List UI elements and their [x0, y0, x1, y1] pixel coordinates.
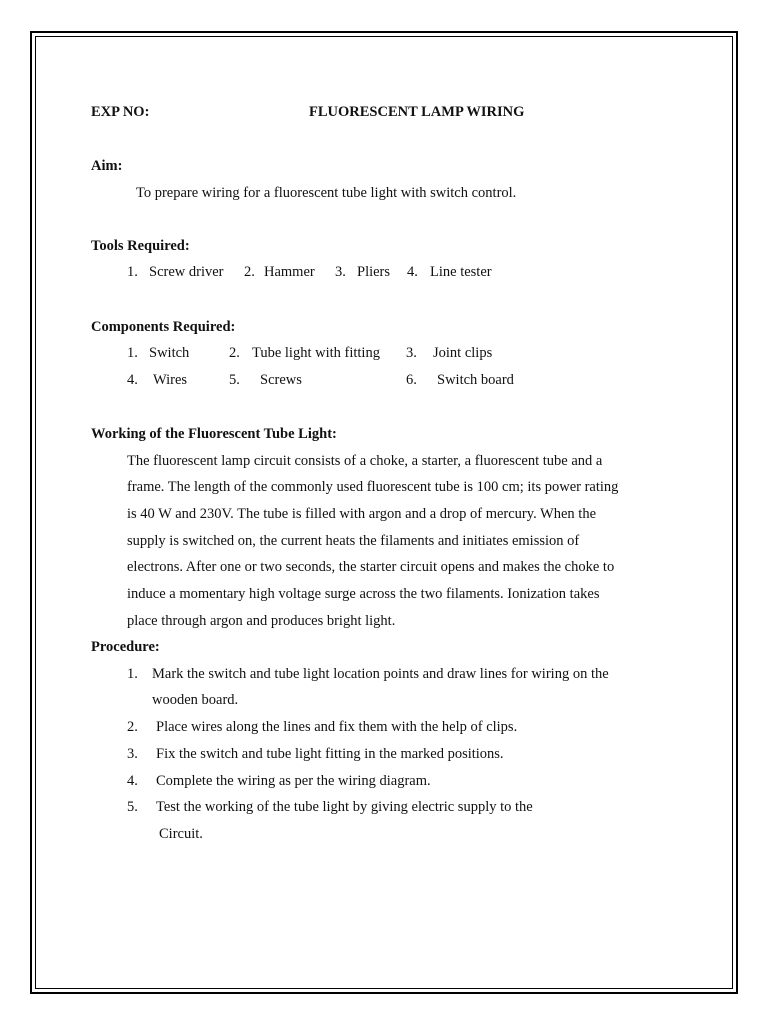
- component-item-num: 6.: [406, 372, 417, 388]
- procedure-step-text: Fix the switch and tube light fitting in the marked positions.: [156, 746, 504, 762]
- procedure-step-num: 4.: [127, 773, 138, 789]
- working-paragraph-line: electrons. After one or two seconds, the starter circuit opens and makes the choke to: [127, 559, 615, 575]
- procedure-step-num: 3.: [127, 746, 138, 762]
- tool-item-label: Screw driver: [149, 264, 224, 280]
- working-paragraph-line: The fluorescent lamp circuit consists of a choke, a starter, a fluorescent tube and a: [127, 453, 603, 469]
- procedure-step-text: Mark the switch and tube light location points and draw lines for wiring on the: [152, 666, 609, 682]
- procedure-step-num: 2.: [127, 719, 138, 735]
- tool-item-num: 4.: [407, 264, 418, 280]
- tool-item-label: Pliers: [357, 264, 391, 280]
- working-paragraph-line: supply is switched on, the current heats the filaments and initiates emission of: [127, 533, 580, 549]
- procedure-step-text: Place wires along the lines and fix them with the help of clips.: [156, 719, 518, 735]
- tool-item-num: 3.: [335, 264, 346, 280]
- aim-heading: Aim:: [91, 158, 123, 174]
- component-item-label: Screws: [260, 372, 302, 388]
- component-item-num: 1.: [127, 345, 138, 361]
- working-heading: Working of the Fluorescent Tube Light:: [91, 426, 337, 442]
- procedure-heading: Procedure:: [91, 639, 160, 655]
- components-heading: Components Required:: [91, 319, 236, 335]
- component-item-num: 4.: [127, 372, 138, 388]
- aim-text: To prepare wiring for a fluorescent tube light with switch control.: [136, 185, 517, 201]
- tools-heading: Tools Required:: [91, 238, 190, 254]
- tool-item-num: 2.: [244, 264, 255, 280]
- working-paragraph-line: frame. The length of the commonly used fluorescent tube is 100 cm; its power rating: [127, 479, 619, 495]
- component-item-label: Tube light with fitting: [252, 345, 380, 361]
- procedure-step-text: Complete the wiring as per the wiring diagram.: [156, 773, 431, 789]
- procedure-step-text: Test the working of the tube light by giving electric supply to the: [156, 799, 533, 815]
- working-paragraph-line: is 40 W and 230V. The tube is filled with argon and a drop of mercury. When the: [127, 506, 597, 522]
- component-item-num: 2.: [229, 345, 240, 361]
- tool-item-num: 1.: [127, 264, 138, 280]
- procedure-step-num: 1.: [127, 666, 138, 682]
- working-paragraph-line: place through argon and produces bright light.: [127, 613, 396, 629]
- tool-item-label: Line tester: [430, 264, 492, 280]
- component-item-label: Joint clips: [433, 345, 493, 361]
- procedure-step-num: 5.: [127, 799, 138, 815]
- tool-item-label: Hammer: [264, 264, 315, 280]
- component-item-num: 5.: [229, 372, 240, 388]
- working-paragraph-line: induce a momentary high voltage surge across the two filaments. Ionization takes: [127, 586, 600, 602]
- component-item-label: Switch board: [437, 372, 514, 388]
- page-title: FLUORESCENT LAMP WIRING: [309, 104, 525, 120]
- exp-no-label: EXP NO:: [91, 104, 150, 120]
- component-item-label: Wires: [153, 372, 188, 388]
- procedure-step-text: wooden board.: [152, 692, 239, 708]
- component-item-label: Switch: [149, 345, 190, 361]
- component-item-num: 3.: [406, 345, 417, 361]
- procedure-step-text: Circuit.: [159, 826, 203, 842]
